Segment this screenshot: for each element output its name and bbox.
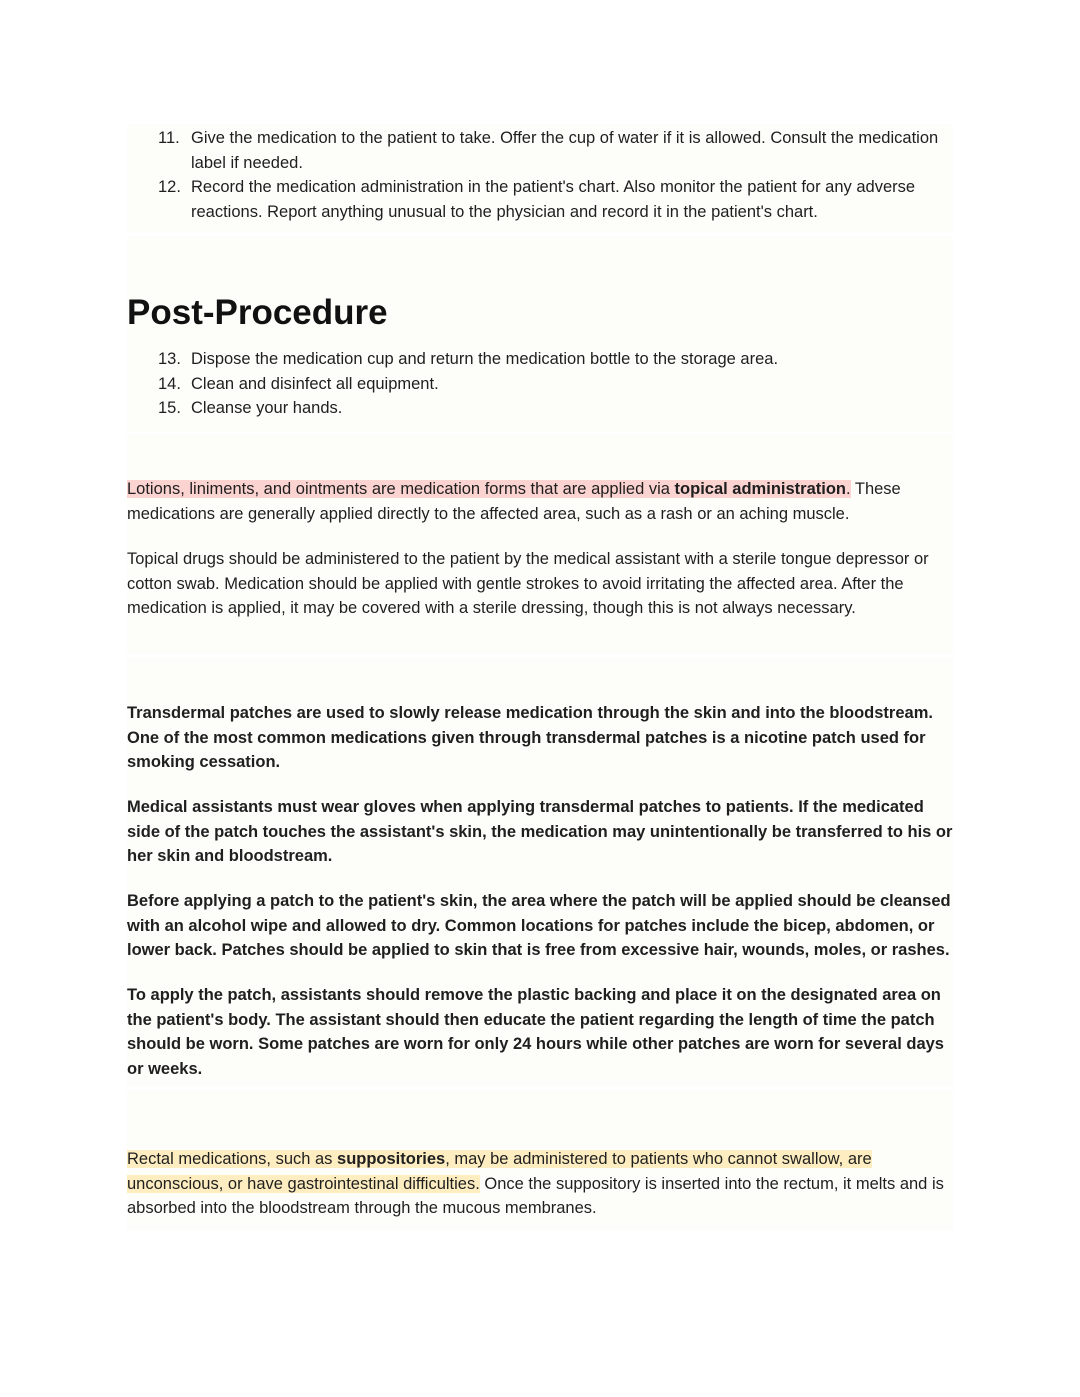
topical-paragraph-2: Topical drugs should be administered to the patient by the medical assistant with a sterile tongue depressor or cotton swab. Medication should be applied with gentle strokes to avoid irritating the affected area. After the medication is applied, it may be covered with a sterile dressing, though this is not always necessary. bbox=[127, 550, 929, 617]
topical-intro-period: . bbox=[845, 480, 851, 498]
transdermal-paragraph-2: Medical assistants must wear gloves when applying transdermal patches to patients. If the medicated side of the patch touches the assistant's skin, the medication may unintentionally be transferred to his or her skin and bloodstream. bbox=[127, 798, 953, 865]
list-number: 12. bbox=[158, 178, 181, 196]
list-item bbox=[127, 175, 953, 224]
rectal-highlight-text: , may be administered to patients who cannot swallow, are unconscious, or have gastrointestinal difficulties. bbox=[127, 1150, 872, 1193]
topical-administration-term: topical administration bbox=[674, 480, 846, 498]
rectal-rest-text: Once the suppository is inserted into the rectum, it melts and is absorbed into the bloodstream through the mucous membranes. bbox=[127, 1174, 944, 1217]
list-text: Record the medication administration in the patient's chart. Also monitor the patient for any adverse reactions. Report anything unusual to the physician and record it in the patient's chart. bbox=[191, 178, 916, 221]
list-number: 11. bbox=[158, 129, 180, 147]
topical-rest-text: These medications are generally applied directly to the affected area, such as a rash or an aching muscle. bbox=[127, 480, 901, 523]
rectal-intro-text: Rectal medications, such as bbox=[127, 1150, 338, 1168]
rectal-paragraph bbox=[127, 1147, 953, 1221]
list-number: 14. bbox=[158, 374, 181, 393]
post-procedure-list bbox=[127, 347, 953, 421]
list-item bbox=[127, 396, 953, 421]
list-item bbox=[127, 126, 953, 175]
list-text: Cleanse your hands. bbox=[191, 399, 343, 417]
transdermal-paragraph-4: To apply the patch, assistants should remove the plastic backing and place it on the designated area on the patient's body. The assistant should then educate the patient regarding the length of time the patch should be worn. Some patches are worn for only 24 hours while other patches are worn for several days or weeks. bbox=[127, 986, 944, 1078]
list-text: Dispose the medication cup and return the medication bottle to the storage area. bbox=[191, 350, 779, 368]
list-item bbox=[127, 347, 953, 372]
transdermal-paragraph-3: Before applying a patch to the patient's skin, the area where the patch will be applied should be cleansed with an alcohol wipe and allowed to dry. Common locations for patches include the bicep, abdomen, or lower back. Patches should be applied to skin that is free from excessive hair, wounds, moles, or rashes. bbox=[127, 892, 951, 959]
post-procedure-heading: Post-Procedure bbox=[127, 293, 388, 332]
list-text: Clean and disinfect all equipment. bbox=[191, 374, 439, 393]
suppositories-term: suppositories bbox=[337, 1150, 446, 1168]
highlight-pink bbox=[127, 480, 851, 498]
section-panel bbox=[127, 434, 953, 654]
topical-intro-text: Lotions, liniments, and ointments are medication forms that are applied via bbox=[127, 480, 675, 498]
topical-paragraph-1 bbox=[127, 477, 953, 526]
list-item bbox=[127, 372, 953, 397]
transdermal-paragraph-1: Transdermal patches are used to slowly release medication through the skin and into the bloodstream. One of the most common medications given through transdermal patches is a nicotine patch used for smoking cessation. bbox=[127, 704, 933, 771]
list-text: Give the medication to the patient to take. Offer the cup of water if it is allowed. Consult the medication label if needed. bbox=[191, 129, 939, 172]
list-number: 13. bbox=[158, 350, 181, 368]
list-number: 15. bbox=[158, 399, 181, 417]
procedure-list-continued bbox=[127, 126, 953, 224]
